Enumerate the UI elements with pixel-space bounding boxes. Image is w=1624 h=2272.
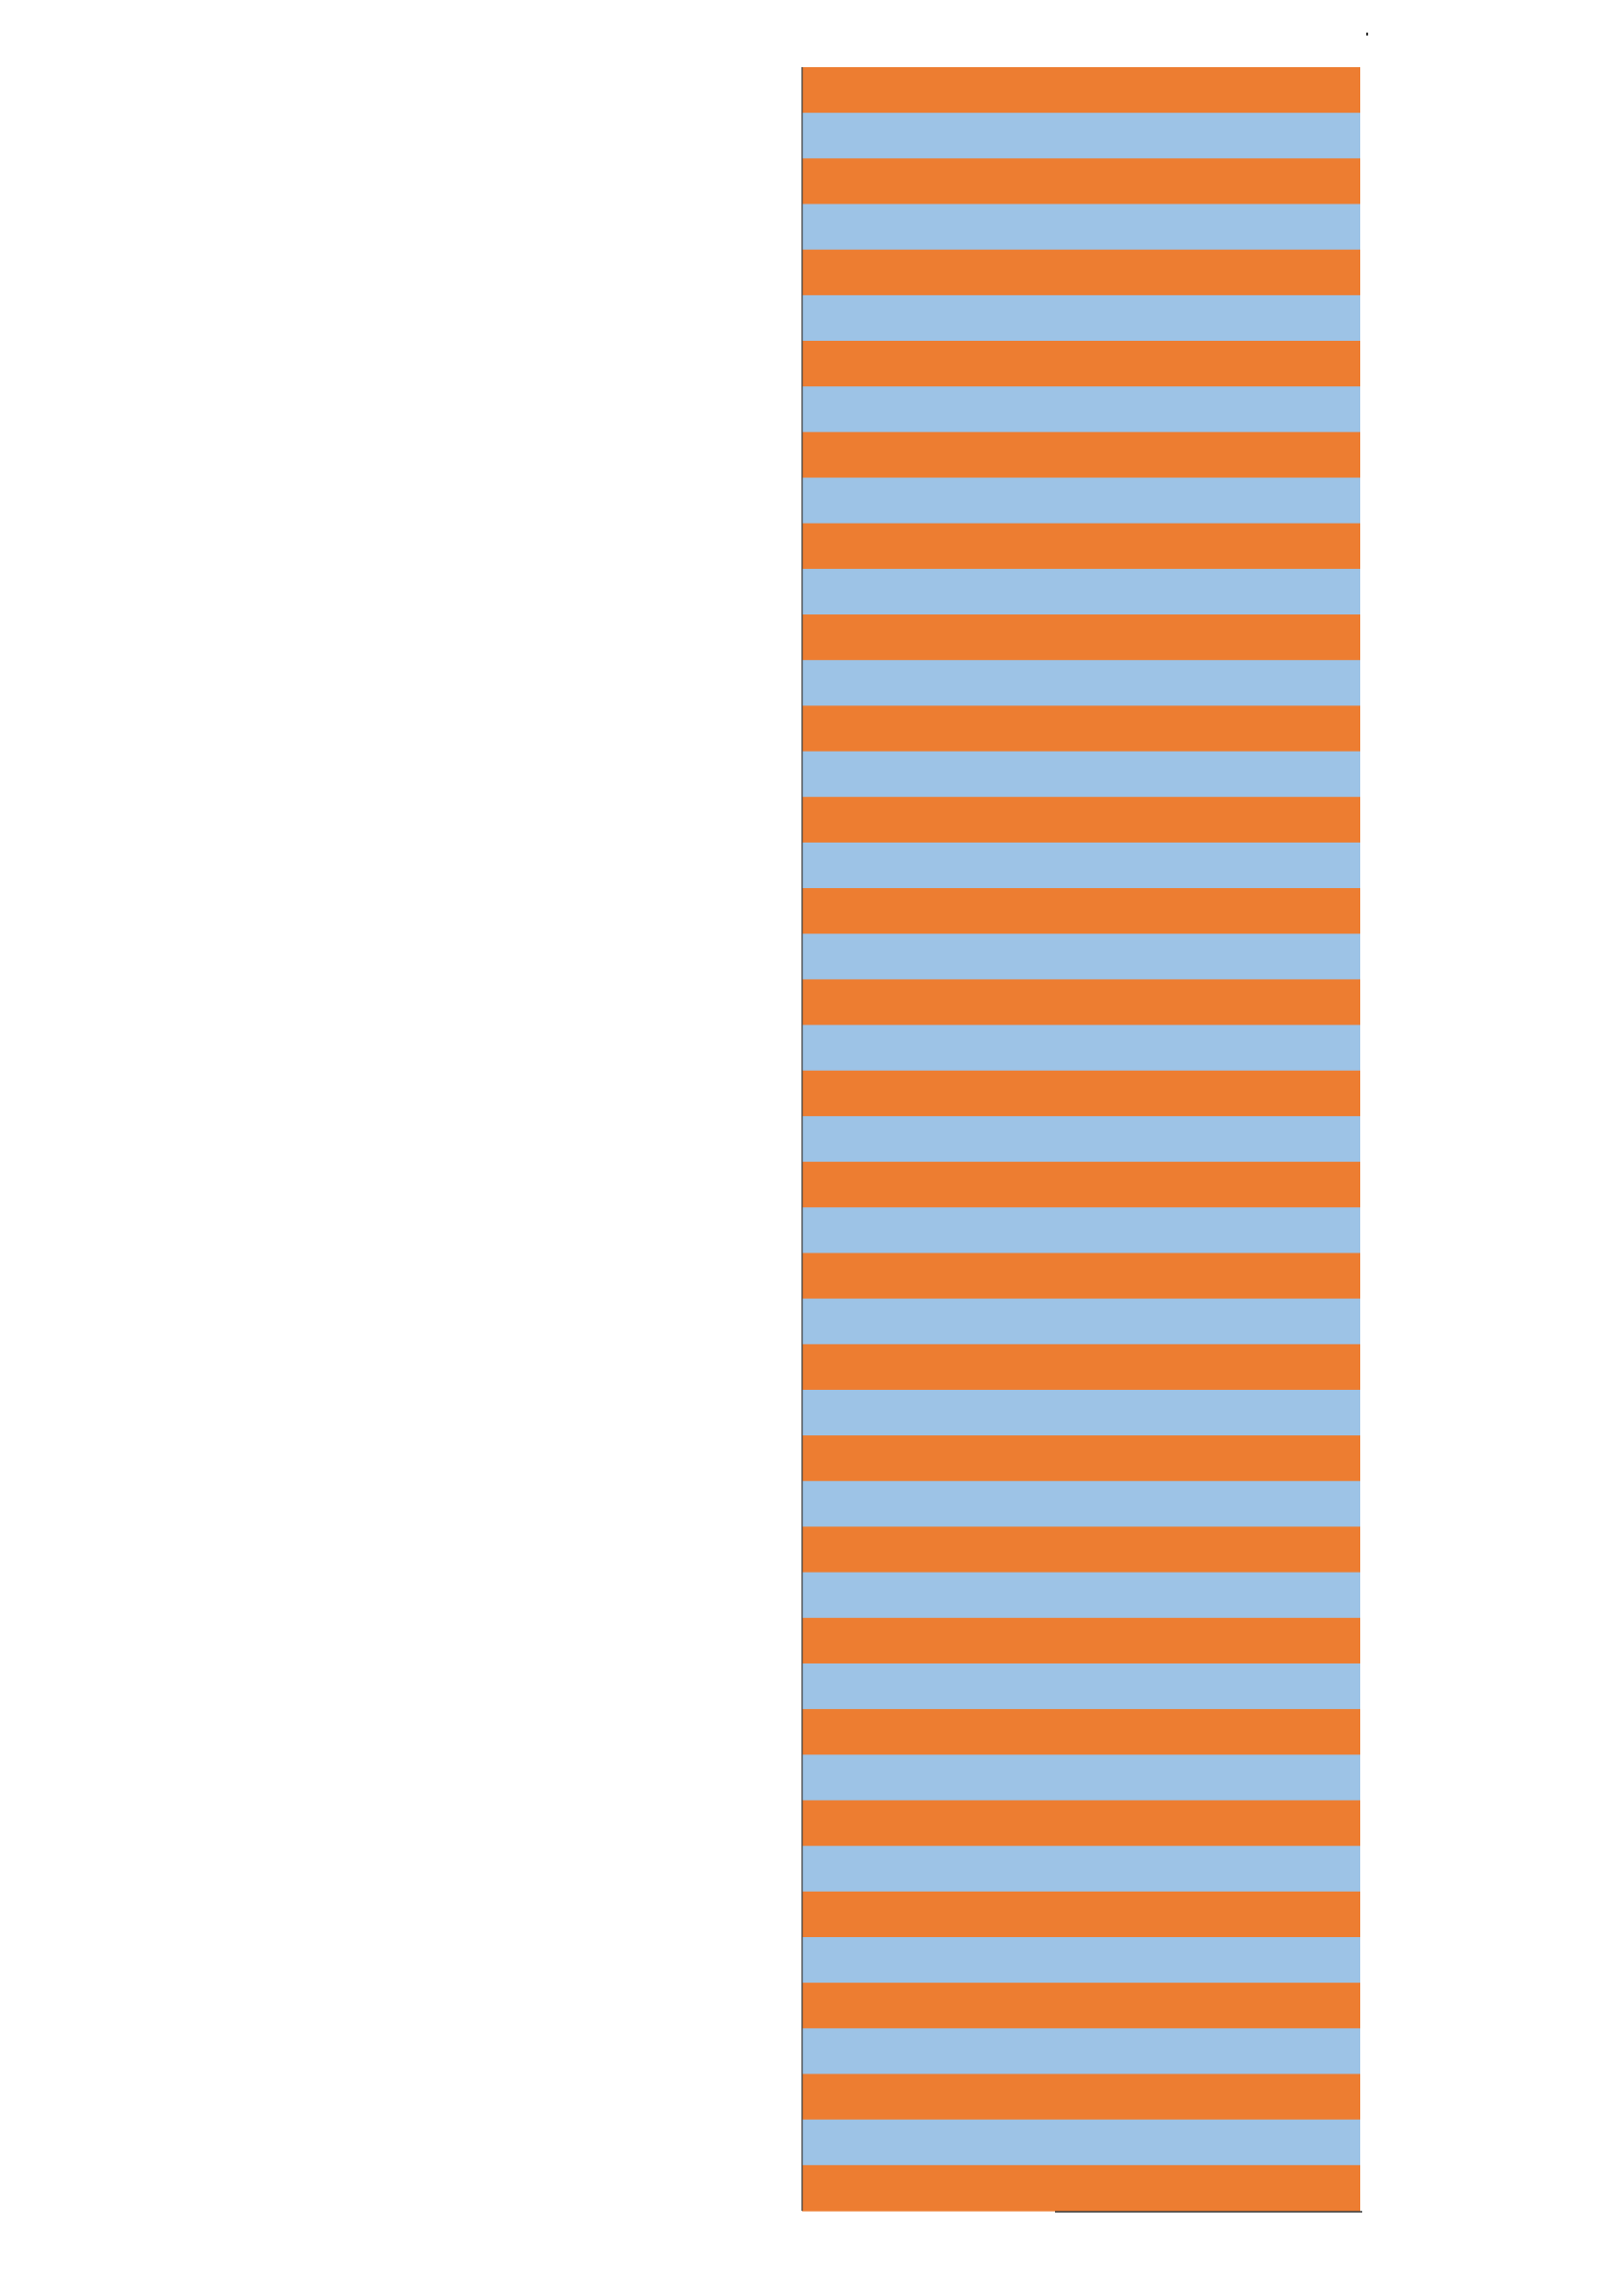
- bar-26-series-2: [802, 1207, 1360, 1254]
- bar-18-series-2: [802, 843, 1360, 889]
- bar-15-series-1: [802, 705, 1360, 752]
- bar-20-series-2: [802, 933, 1360, 980]
- bar-6-series-2: [802, 295, 1360, 342]
- bar-2-series-2: [802, 113, 1360, 159]
- bar-36-series-2: [802, 1663, 1360, 1710]
- bar-39-series-1: [802, 1800, 1360, 1846]
- bar-14-series-2: [802, 660, 1360, 706]
- bar-43-series-1: [802, 1983, 1360, 2029]
- bar-41-series-1: [802, 1892, 1360, 1938]
- bar-5-series-1: [802, 250, 1360, 296]
- bar-33-series-1: [802, 1526, 1360, 1573]
- bar-46-series-2: [802, 2120, 1360, 2166]
- bar-44-series-2: [802, 2028, 1360, 2074]
- bar-13-series-1: [802, 614, 1360, 661]
- bar-9-series-1: [802, 432, 1360, 478]
- bar-27-series-1: [802, 1253, 1360, 1299]
- bar-11-series-1: [802, 524, 1360, 570]
- bar-42-series-2: [802, 1937, 1360, 1984]
- bar-40-series-2: [802, 1846, 1360, 1893]
- bar-28-series-2: [802, 1299, 1360, 1345]
- bar-34-series-2: [802, 1573, 1360, 1619]
- bar-17-series-1: [802, 797, 1360, 844]
- bar-4-series-2: [802, 204, 1360, 251]
- bar-25-series-1: [802, 1162, 1360, 1208]
- bar-32-series-2: [802, 1481, 1360, 1527]
- bar-19-series-1: [802, 888, 1360, 934]
- bars-group: [802, 67, 1360, 2212]
- bar-10-series-2: [802, 478, 1360, 525]
- bar-21-series-1: [802, 979, 1360, 1025]
- bar-47-series-1: [802, 2165, 1360, 2212]
- bar-22-series-2: [802, 1025, 1360, 1072]
- bar-45-series-1: [802, 2073, 1360, 2120]
- bar-3-series-1: [802, 158, 1360, 204]
- bar-8-series-2: [802, 386, 1360, 433]
- bar-30-series-2: [802, 1390, 1360, 1436]
- bar-7-series-1: [802, 341, 1360, 387]
- bar-38-series-2: [802, 1754, 1360, 1801]
- bar-29-series-1: [802, 1344, 1360, 1391]
- bar-12-series-2: [802, 569, 1360, 615]
- bar-31-series-1: [802, 1435, 1360, 1482]
- bar-23-series-1: [802, 1071, 1360, 1117]
- corner-mark: [1366, 33, 1368, 36]
- bar-37-series-1: [802, 1709, 1360, 1755]
- bar-1-series-1: [802, 67, 1360, 114]
- bar-35-series-1: [802, 1618, 1360, 1664]
- bar-24-series-2: [802, 1116, 1360, 1163]
- bar-16-series-2: [802, 752, 1360, 798]
